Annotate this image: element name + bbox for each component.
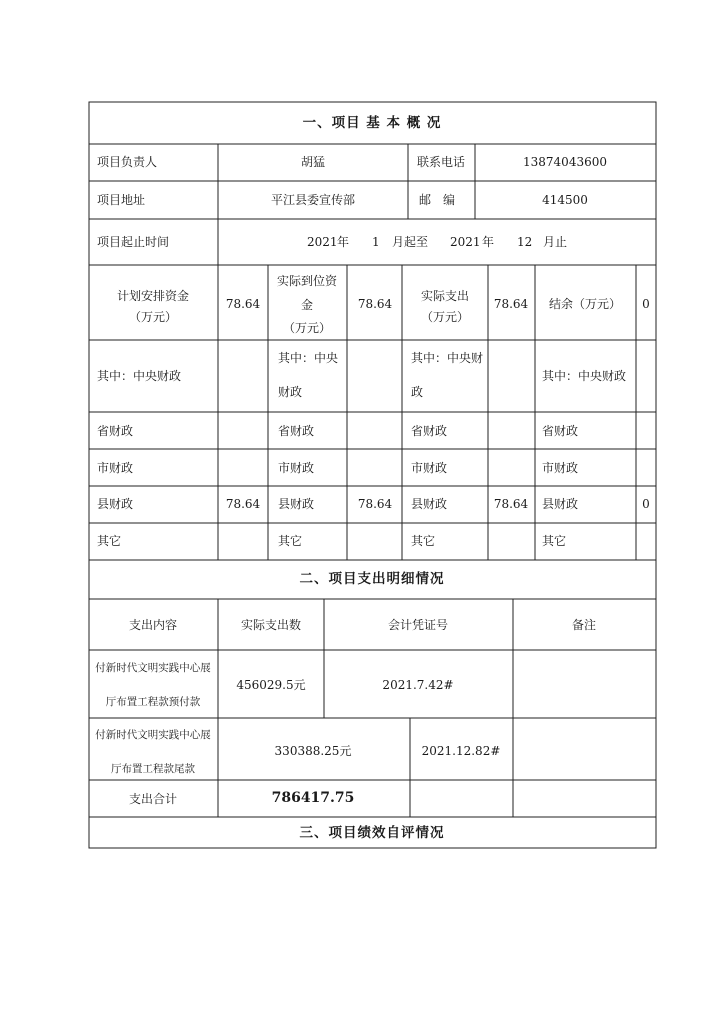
received-label-1: 实际到位资 <box>276 274 338 288</box>
leader-label: 项目负责人 <box>97 155 158 169</box>
row2-voucher: 2021.12.82# <box>421 744 501 758</box>
section1-title: 一、项目 基 本 概 况 <box>302 115 442 131</box>
total-label: 支出合计 <box>128 792 178 806</box>
period-year-unit-2: 年 <box>482 235 495 249</box>
header-amount: 实际支出数 <box>240 618 302 632</box>
postcode-value: 414500 <box>542 193 588 207</box>
county-b: 县财政 <box>278 497 315 511</box>
other-b: 其它 <box>278 534 303 548</box>
central-c-2: 政 <box>411 385 424 399</box>
spent-value: 78.64 <box>493 297 529 311</box>
provincial-d: 省财政 <box>542 424 579 438</box>
planned-label-2: （万元） <box>128 310 178 324</box>
row2-content-1: 付新时代文明实践中心展 <box>95 729 211 741</box>
central-d: 其中：中央财政 <box>542 369 627 383</box>
county-spent: 78.64 <box>493 497 529 511</box>
provincial-b: 省财政 <box>278 424 315 438</box>
period-end-suffix: 月止 <box>543 235 568 249</box>
balance-label: 结余（万元） <box>548 297 622 311</box>
county-balance: 0 <box>642 497 650 511</box>
county-d: 县财政 <box>542 497 579 511</box>
municipal-d: 市财政 <box>542 461 579 475</box>
row2-content-2: 厅布置工程款尾款 <box>111 763 195 775</box>
header-remark: 备注 <box>571 618 597 632</box>
period-end-year: 2021 <box>450 235 481 249</box>
county-a: 县财政 <box>97 497 134 511</box>
row2-amount: 330388.25元 <box>274 744 352 758</box>
row1-voucher: 2021.7.42# <box>382 678 454 692</box>
received-label-3: （万元） <box>282 321 332 335</box>
period-start-month: 1 <box>372 235 380 249</box>
other-a: 其它 <box>97 534 122 548</box>
provincial-c: 省财政 <box>411 424 448 438</box>
section3-title: 三、项目绩效自评情况 <box>299 825 445 841</box>
period-label: 项目起止时间 <box>97 235 170 249</box>
row1-amount: 456029.5元 <box>236 678 306 692</box>
municipal-a: 市财政 <box>97 461 134 475</box>
row1-content-2: 厅布置工程款预付款 <box>105 696 201 708</box>
received-value: 78.64 <box>357 297 393 311</box>
total-value: 786417.75 <box>271 790 355 806</box>
municipal-b: 市财政 <box>278 461 315 475</box>
period-end-month: 12 <box>517 235 533 249</box>
leader-name: 胡猛 <box>300 155 326 169</box>
phone-value: 13874043600 <box>523 155 607 169</box>
period-start-year: 2021 <box>307 235 338 249</box>
balance-value: 0 <box>642 297 650 311</box>
address-label: 项目地址 <box>97 193 146 207</box>
phone-label: 联系电话 <box>417 155 466 169</box>
provincial-a: 省财政 <box>97 424 134 438</box>
header-voucher: 会计凭证号 <box>387 618 449 632</box>
planned-label-1: 计划安排资金 <box>116 289 190 303</box>
header-content: 支出内容 <box>128 618 178 632</box>
municipal-c: 市财政 <box>411 461 448 475</box>
period-year-unit-1: 年 <box>337 235 350 249</box>
row1-content-1: 付新时代文明实践中心展 <box>95 662 211 674</box>
period-start-suffix: 月起至 <box>392 235 429 249</box>
section2-title: 二、项目支出明细情况 <box>299 571 445 587</box>
county-planned: 78.64 <box>225 497 261 511</box>
received-label-2: 金 <box>300 298 314 312</box>
central-b-1: 其中：中央 <box>278 351 339 365</box>
postcode-label: 邮 编 <box>419 193 456 207</box>
spent-label-2: （万元） <box>420 310 470 324</box>
other-d: 其它 <box>542 534 567 548</box>
address-value: 平江县委宣传部 <box>270 193 356 207</box>
county-received: 78.64 <box>357 497 393 511</box>
planned-value: 78.64 <box>225 297 261 311</box>
spent-label-1: 实际支出 <box>420 289 470 303</box>
central-b-2: 财政 <box>278 385 303 399</box>
central-c-1: 其中：中央财 <box>411 351 484 365</box>
other-c: 其它 <box>411 534 436 548</box>
county-c: 县财政 <box>411 497 448 511</box>
central-a: 其中：中央财政 <box>97 369 182 383</box>
